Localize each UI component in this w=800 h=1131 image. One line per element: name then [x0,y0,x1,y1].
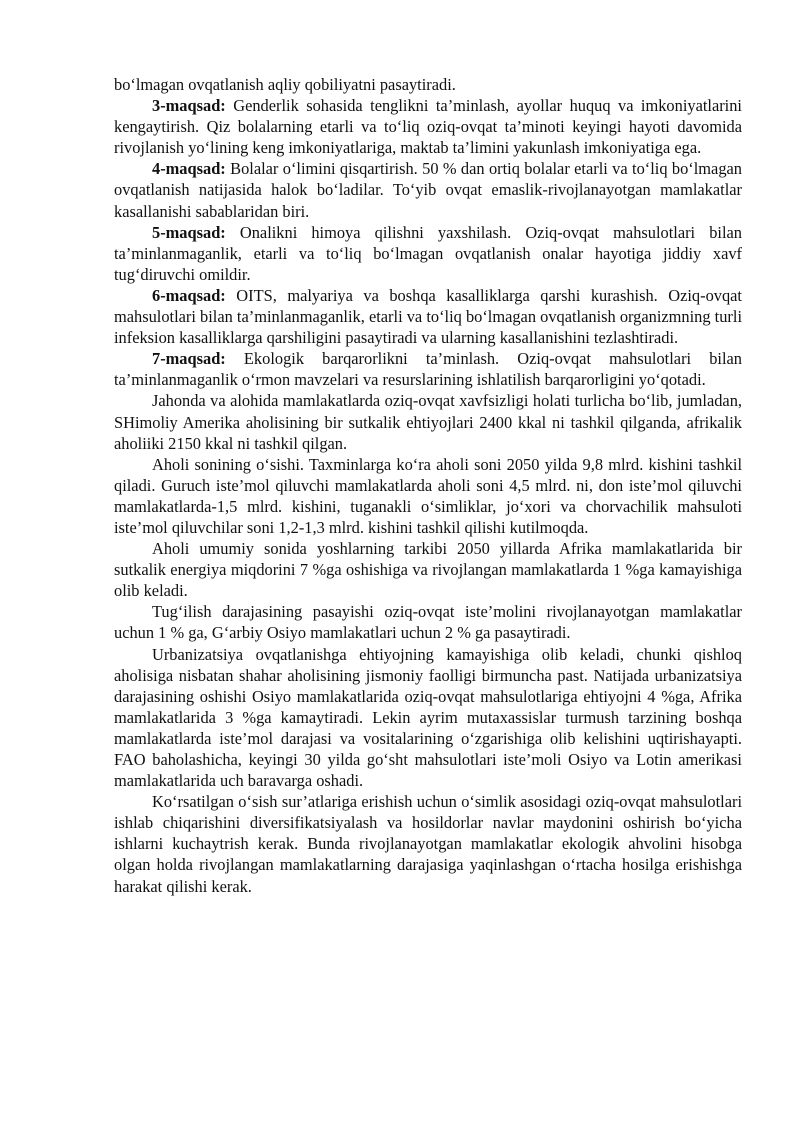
paragraph-text: Urbanizatsiya ovqatlanishga ehtiyojning kamayishiga olib keladi, chunki qishloq aholisiga nisbatan shahar aholisining jismoniy faolligi birmuncha past. Natijada urbanizatsiya darajasining oshishi Osiyo mamlakatlarida oziq-ovqat mahsulotlariga ehtiyojni 4 %ga, Afrika mamlakatlarida 3 %ga kamaytiradi. Lekin ayrim mutaxassislar turmush tarzining boshqa mamlakatlarda iste’mol darajasi va vositalarining o‘zgarishiga olib kelishini uqtirishayapti. FAO baholashicha, keyingi 30 yilda go‘sht mahsulotlari iste’moli Osiyo va Lotin amerikasi mamlakatlarida uch baravarga oshadi. [114,644,742,791]
paragraph-food-security [114,390,742,453]
paragraph-text: Bolalar o‘limini qisqartirish. 50 % dan ortiq bolalar etarli va to‘liq bo‘lmagan ovqatlanish natijasida halok bo‘ladilar. To‘yib ovqat emaslik-rivojlanayotgan mamlakatlar kasallanishi sabablaridan biri. [114,159,742,221]
paragraph-text: Aholi sonining o‘sishi. Taxminlarga ko‘ra aholi soni 2050 yilda 9,8 mlrd. kishini tashkil qiladi. Guruch iste’mol qiluvchi mamlakatlarda aholi soni 4,5 mlrd. ni, don iste’mol qiluvchi mamlakatlarda-1,5 mlrd. kishini, tuganakli o‘simliklar, jo‘xori va chorvachilik mahsuloti iste’mol qiluvchilar soni 1,2-1,3 mlrd. kishini tashkil qilishi kutilmoqda. [114,454,742,537]
paragraph-youth-share [114,538,742,601]
paragraph-text: Onalikni himoya qilishni yaxshilash. Oziq-ovqat mahsulotlari bilan ta’minlanmaganlik, etarli va to‘liq bo‘lmagan ovqatlanish onalar hayotiga jiddiy xavf tug‘diruvchi omildir. [114,222,742,284]
paragraph-text: Genderlik sohasida tenglikni ta’minlash, ayollar huquq va imkoniyatlarini kengaytirish. Qiz bolalarning etarli va to‘liq oziq-ovqat ta’minoti keyingi hayoti davomida rivojlanish yo‘lining keng imkoniyatlariga, maktab ta’limini yakunlash imkoniyatiga ega. [114,96,742,158]
paragraph-goal-5 [114,222,742,285]
goal-label: 4-maqsad: [152,159,226,179]
paragraph-urbanization [114,644,742,792]
goal-label: 5-maqsad: [152,222,226,242]
paragraph-text: Ekologik barqarorlikni ta’minlash. Oziq-ovqat mahsulotlari bilan ta’minlanmaganlik o‘rmon mavzelari va resurslarining ishlatilish barqarorligini yo‘qotadi. [114,349,742,390]
paragraph-text: Tug‘ilish darajasining pasayishi oziq-ovqat iste’molini rivojlanayotgan mamlakatlar uchun 1 % ga, G‘arbiy Osiyo mamlakatlari uchun 2 % ga pasaytiradi. [114,602,742,643]
goal-label: 3-maqsad: [152,96,226,116]
paragraph-text: OITS, malyariya va boshqa kasalliklarga qarshi kurashish. Oziq-ovqat mahsulotlari bilan ta’minlanmaganlik, etarli va to‘liq bo‘lmagan ovqatlanish organizmning turli infeksion kasalliklarga qarshiligini pasaytiradi va ularning kasallanishini tezlashtiradi. [114,285,742,348]
paragraph-birth-rate [114,601,742,643]
goal-label: 7-maqsad: [152,349,226,369]
paragraph-goal-6 [114,285,742,348]
document-page [114,74,742,897]
paragraph-text: Ko‘rsatilgan o‘sish sur’atlariga erishish uchun o‘simlik asosidagi oziq-ovqat mahsulotlari ishlab chiqarishini diversifikatsiyalash va hosildorlar navlar maydonini oshirish bo‘yicha ishlarni kuchaytrish kerak. Bunda rivojlanayotgan mamlakatlar ekologik ahvolini hisobga olgan holda rivojlangan mamlakatlarning darajasiga yaqinlashgan o‘rtacha hosilga erishishga harakat qilishi kerak. [114,792,742,896]
paragraph-text: Aholi umumiy sonida yoshlarning tarkibi 2050 yillarda Afrika mamlakatlarida bir sutkalik energiya miqdorini 7 %ga oshishiga va rivojlangan mamlakatlarda 1 %ga kamayishiga olib keladi. [114,539,742,601]
paragraph-population-growth [114,454,742,538]
paragraph-goal-3 [114,95,742,158]
paragraph-growth-rates [114,791,742,896]
paragraph-text: Jahonda va alohida mamlakatlarda oziq-ovqat xavfsizligi holati turlicha bo‘lib, jumladan, SHimoliy Amerika aholisining bir sutkalik ehtiyojlari 2400 kkal ni tashkil qilganda, afrikalik aholiiki 2150 kkal ni tashkil qilgan. [114,391,742,453]
goal-label: 6-maqsad: [152,285,226,305]
paragraph-continuation [114,74,742,95]
paragraph-goal-7 [114,348,742,390]
paragraph-goal-4 [114,158,742,221]
paragraph-text: bo‘lmagan ovqatlanish aqliy qobiliyatni pasaytiradi. [114,75,456,94]
